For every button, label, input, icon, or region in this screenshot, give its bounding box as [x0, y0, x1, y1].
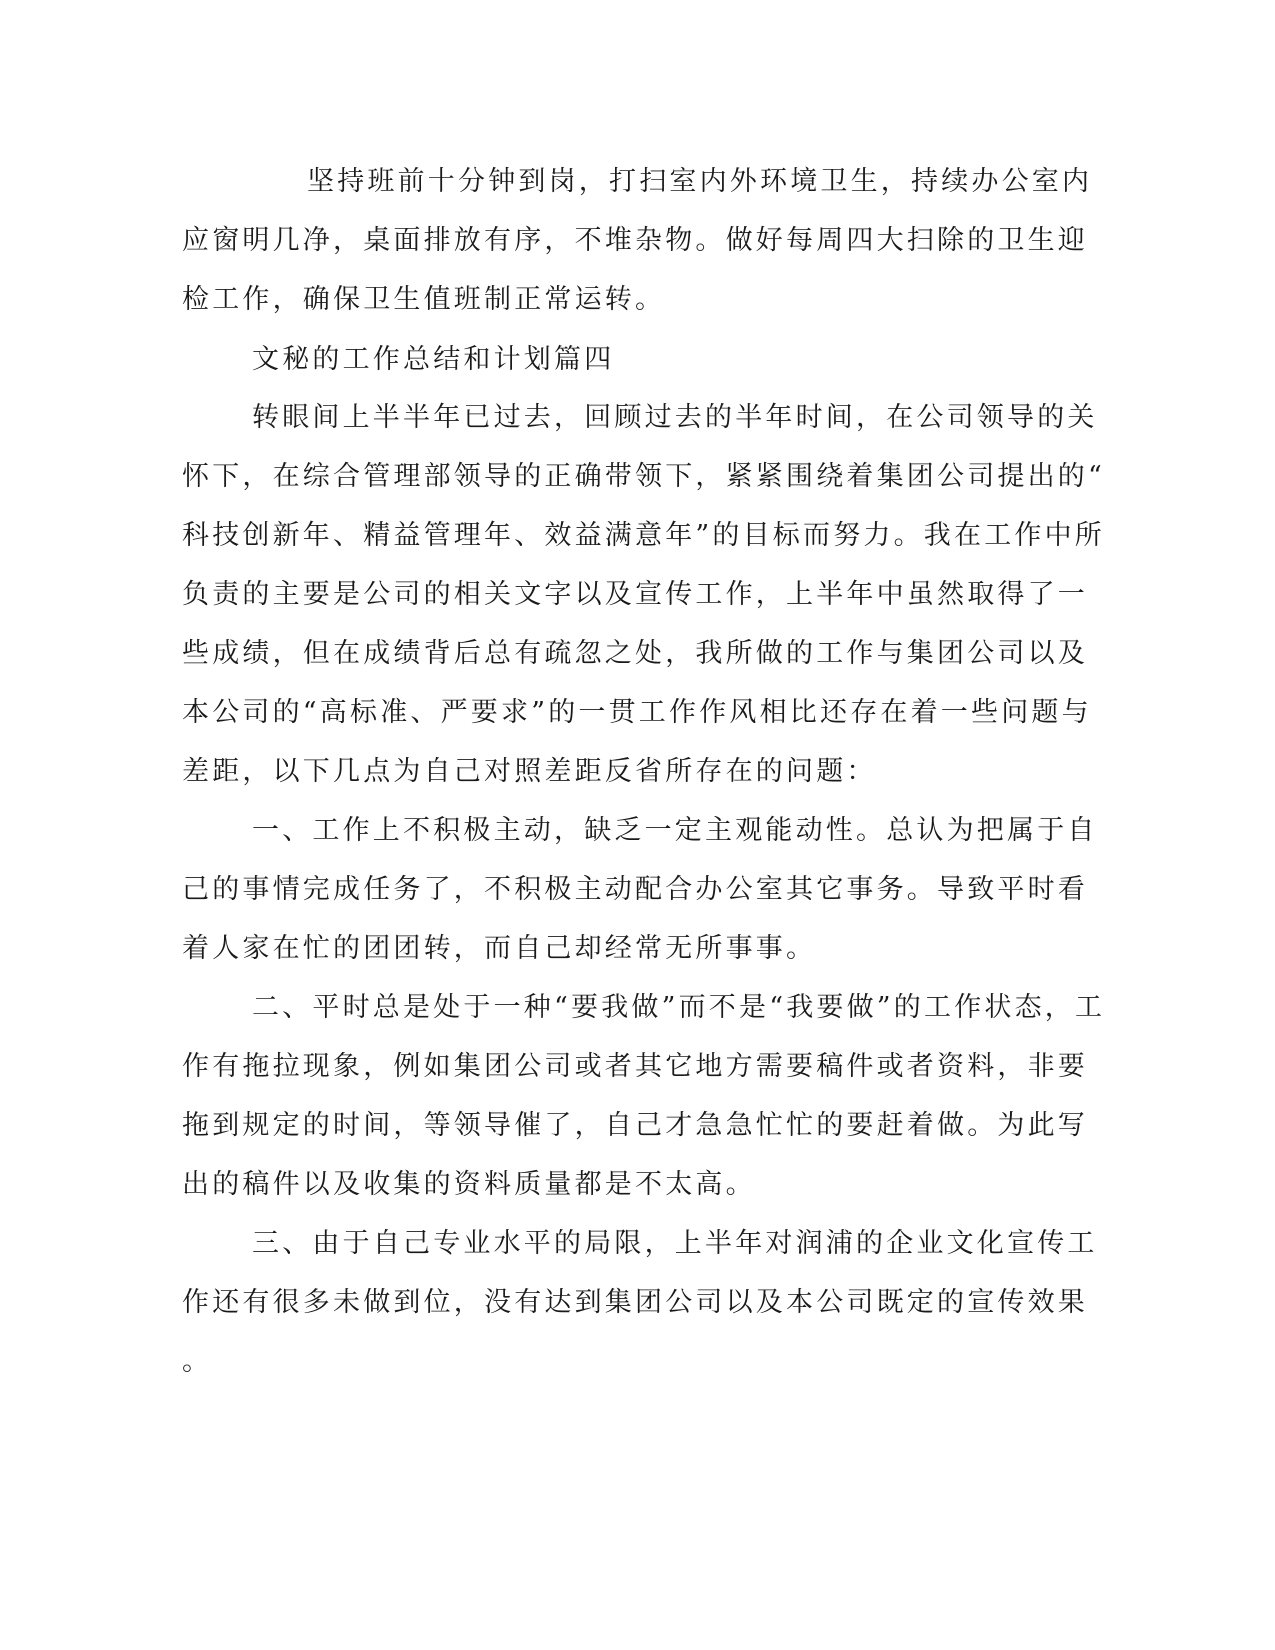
paragraph-4-line-3: 拖到规定的时间，等领导催了，自己才急急忙忙的要赶着做。为此写: [182, 1110, 1088, 1141]
paragraph-3-line-2: 己的事情完成任务了，不积极主动配合办公室其它事务。导致平时看: [182, 874, 1088, 905]
paragraph-2-line-6: 本公司的“高标准、严要求”的一贯工作作风相比还存在着一些问题与: [182, 697, 1092, 728]
paragraph-4-line-2: 作有拖拉现象，例如集团公司或者其它地方需要稿件或者资料，非要: [182, 1051, 1088, 1082]
paragraph-3-line-1: 一、工作上不积极主动，缺乏一定主观能动性。总认为把属于自: [252, 815, 1098, 846]
paragraph-4-line-1: 二、平时总是处于一种“要我做”而不是“我要做”的工作状态，工: [252, 992, 1106, 1023]
paragraph-1-line-2: 应窗明几净，桌面排放有序，不堆杂物。做好每周四大扫除的卫生迎: [182, 225, 1088, 256]
paragraph-1-line-1: 坚持班前十分钟到岗，打扫室内外环境卫生，持续办公室内: [307, 166, 1093, 197]
paragraph-2-line-1: 转眼间上半半年已过去，回顾过去的半年时间，在公司领导的关: [252, 402, 1098, 433]
paragraph-3-line-3: 着人家在忙的团团转，而自己却经常无所事事。: [182, 933, 817, 964]
paragraph-2-line-7: 差距，以下几点为自己对照差距反省所存在的问题：: [182, 756, 877, 787]
paragraph-2-line-3: 科技创新年、精益管理年、效益满意年”的目标而努力。我在工作中所: [182, 520, 1106, 551]
paragraph-4-line-4: 出的稿件以及收集的资料质量都是不太高。: [182, 1169, 756, 1200]
paragraph-2-line-2: 怀下，在综合管理部领导的正确带领下，紧紧围绕着集团公司提出的“: [182, 461, 1106, 492]
section-heading: 文秘的工作总结和计划篇四: [252, 344, 615, 375]
paragraph-5-line-1: 三、由于自己专业水平的局限，上半年对润浦的企业文化宣传工: [252, 1228, 1098, 1259]
paragraph-5-line-3: 。: [182, 1346, 213, 1377]
paragraph-2-line-4: 负责的主要是公司的相关文字以及宣传工作，上半年中虽然取得了一: [182, 579, 1088, 610]
paragraph-1-line-3: 检工作，确保卫生值班制正常运转。: [182, 284, 666, 315]
paragraph-2-line-5: 些成绩，但在成绩背后总有疏忽之处，我所做的工作与集团公司以及: [182, 638, 1088, 669]
paragraph-5-line-2: 作还有很多未做到位，没有达到集团公司以及本公司既定的宣传效果: [182, 1287, 1088, 1318]
